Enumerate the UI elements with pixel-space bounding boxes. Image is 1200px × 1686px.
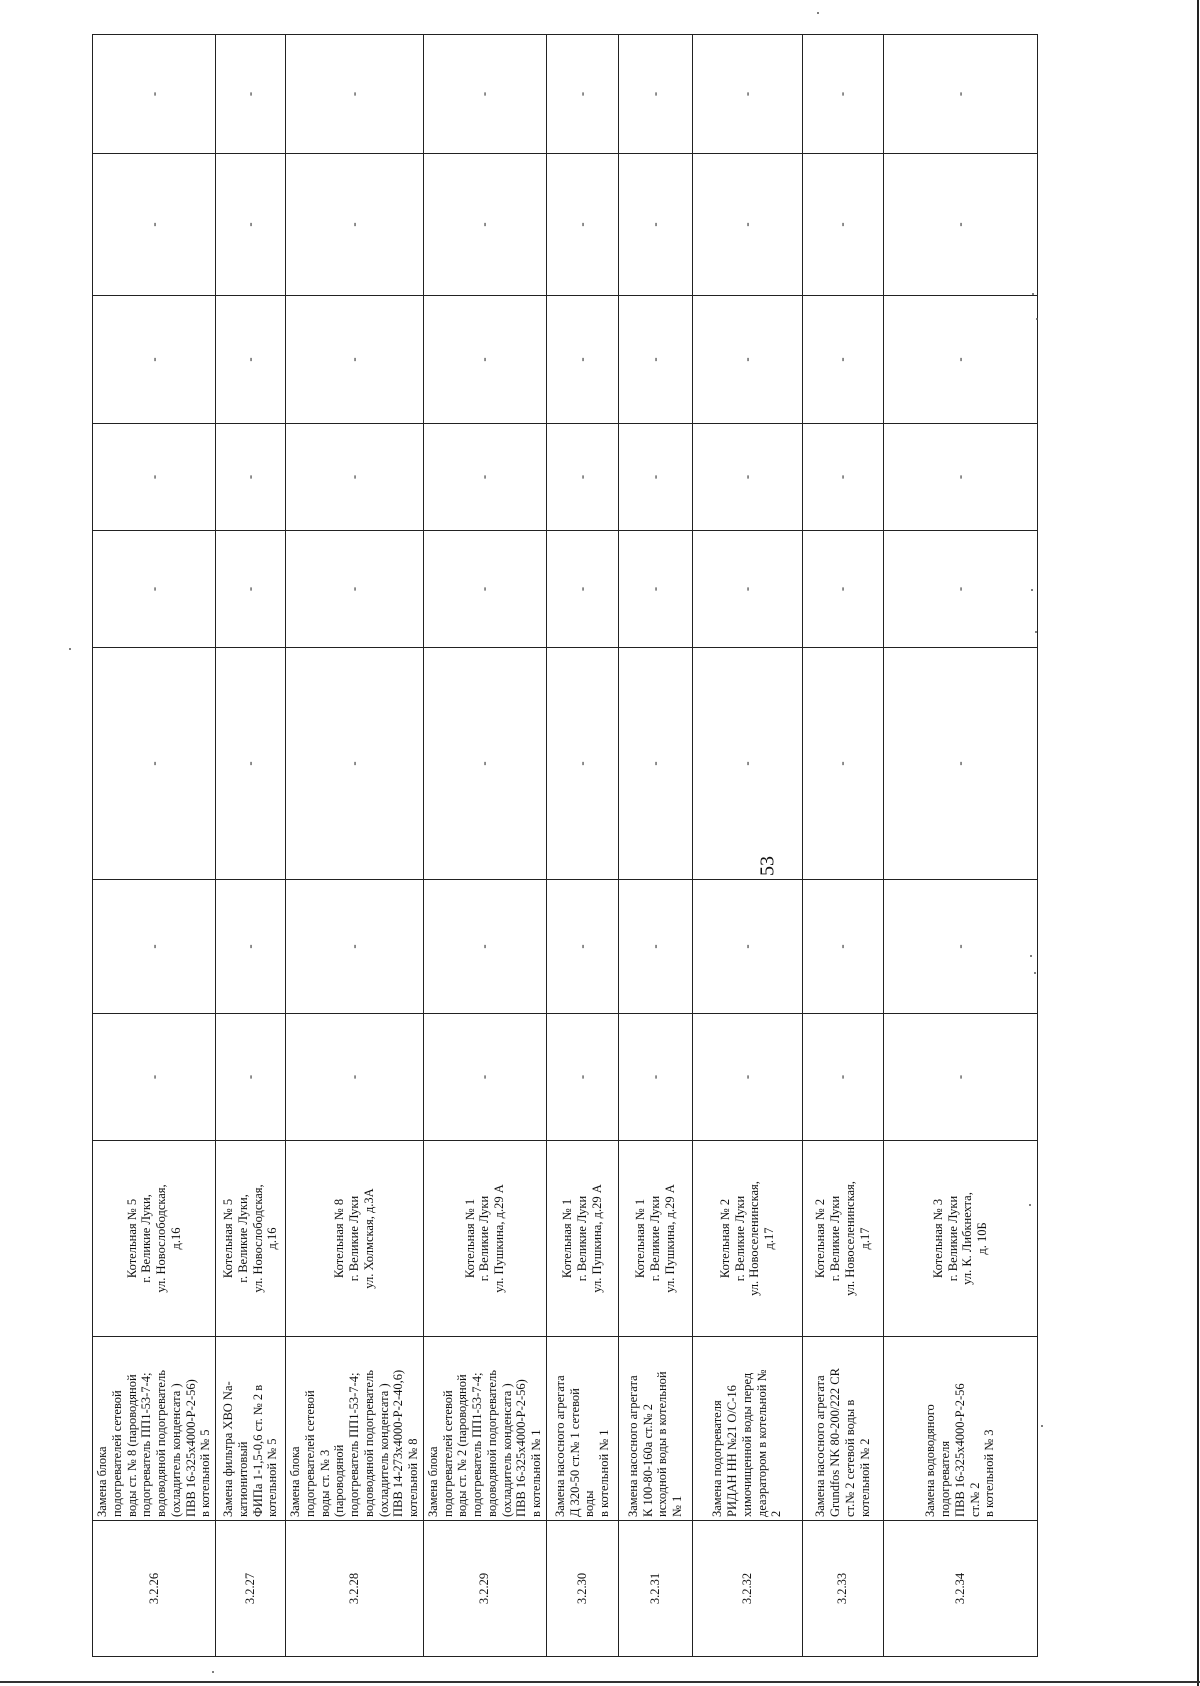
description-line: водоводяной подогреватель [484, 1370, 499, 1517]
empty-value-cell: - [93, 1014, 216, 1141]
description-line: ФИПа 1-1,5-0,6 ст. № 2 в [250, 1384, 265, 1517]
empty-value-cell: - [423, 424, 546, 531]
empty-value-cell: - [883, 154, 1037, 296]
empty-value-cell: - [546, 154, 618, 296]
location-line: д. 10Б [975, 1222, 989, 1255]
work-description-cell [216, 1337, 286, 1521]
empty-value-cell: - [286, 35, 424, 154]
empty-value-cell: - [93, 424, 216, 531]
description-line: подогреватель ПП1-53-7-4; [470, 1372, 484, 1517]
description-line: Замена блока [95, 1446, 109, 1517]
table-row [692, 35, 802, 1657]
table-row [216, 35, 286, 1657]
rotated-table-wrapper [92, 35, 1029, 1657]
location-line: Котельная № 1 [462, 1198, 477, 1279]
table-row [93, 35, 216, 1657]
empty-value-cell: - [286, 424, 424, 531]
description-line: Замена насосного агрегата [813, 1375, 828, 1517]
location-line: д.16 [168, 1227, 183, 1250]
empty-value-cell: - [802, 35, 883, 154]
location-line: Котельная № 5 [221, 1198, 235, 1279]
location-line: д.16 [265, 1227, 280, 1250]
empty-value-cell: - [546, 296, 618, 424]
empty-value-cell: - [423, 648, 546, 880]
location-line: ул. Новоселенинская, [842, 1181, 857, 1296]
description-line: К 100-80-160а ст.№ 2 [640, 1404, 655, 1517]
empty-value-cell: - [618, 424, 692, 531]
table-row [883, 35, 1037, 1657]
empty-value-cell: - [286, 648, 424, 880]
scan-speck [1036, 318, 1038, 320]
empty-value-cell: - [883, 1014, 1037, 1141]
empty-value-cell: - [883, 424, 1037, 531]
work-description-cell [883, 1337, 1037, 1521]
location-line: г. Великие Луки [945, 1195, 960, 1282]
table-row [618, 35, 692, 1657]
description-line: деаэратором в котельной № [754, 1369, 769, 1517]
description-line: Grundfos NK 80-200/222 CR [828, 1368, 842, 1517]
empty-value-cell: - [692, 424, 802, 531]
description-line: Д 320-50 ст.№ 1 сетевой [567, 1388, 582, 1517]
empty-value-cell: - [546, 531, 618, 648]
empty-value-cell: - [618, 648, 692, 880]
empty-value-cell: - [93, 880, 216, 1014]
table-row [286, 35, 424, 1657]
location-line: г. Великие Луки [732, 1195, 747, 1282]
empty-value-cell: - [423, 296, 546, 424]
empty-value-cell: - [286, 880, 424, 1014]
empty-value-cell: - [546, 648, 618, 880]
location-cell [802, 1141, 883, 1337]
location-line: ул. Новоселенинская, [747, 1181, 762, 1296]
location-line: ул. Пушкина, д.29 А [492, 1184, 507, 1293]
scan-speck [69, 648, 71, 650]
location-line: Котельная № 1 [633, 1198, 648, 1279]
work-description-cell [423, 1337, 546, 1521]
description-line: воды ст. № 8 (пароводяной [124, 1374, 139, 1517]
description-line: ст.№ 2 сетевой воды в [842, 1399, 857, 1517]
empty-value-cell: - [286, 296, 424, 424]
scan-speck [1029, 1204, 1031, 1206]
empty-value-cell: - [802, 648, 883, 880]
location-line: г. Великие Луки [347, 1195, 361, 1282]
empty-value-cell: - [93, 154, 216, 296]
scan-speck [1034, 972, 1036, 974]
empty-value-cell: - [93, 35, 216, 154]
location-cell [618, 1141, 692, 1337]
location-line: г. Великие Луки, [139, 1194, 154, 1283]
empty-value-cell: - [692, 1014, 802, 1141]
empty-value-cell: - [423, 154, 546, 296]
empty-value-cell: - [618, 296, 692, 424]
empty-value-cell: - [692, 880, 802, 1014]
scan-speck [1041, 1425, 1043, 1427]
empty-value-cell: - [546, 880, 618, 1014]
table-row [802, 35, 883, 1657]
work-description-cell [546, 1337, 618, 1521]
empty-value-cell: - [802, 1014, 883, 1141]
empty-value-cell: - [423, 880, 546, 1014]
description-line: котельной № 2 [857, 1438, 872, 1517]
location-line: г. Великие Луки, [235, 1194, 250, 1283]
empty-value-cell: - [618, 35, 692, 154]
location-cell [216, 1141, 286, 1337]
empty-value-cell: - [216, 531, 286, 648]
description-line: ст.№ 2 [967, 1482, 982, 1517]
description-line: подогреватель ПП1-53-7-4; [347, 1372, 361, 1517]
location-line: г. Великие Луки [574, 1195, 589, 1282]
location-line: Котельная № 5 [124, 1198, 139, 1279]
empty-value-cell: - [883, 531, 1037, 648]
description-line: катионитовый [235, 1441, 250, 1517]
description-line: котельной № 8 [406, 1438, 420, 1517]
row-number-cell: 3.2.27 [216, 1521, 286, 1657]
empty-value-cell: - [802, 531, 883, 648]
description-line: Замена подогревателя [710, 1400, 725, 1517]
empty-value-cell: - [546, 1014, 618, 1141]
empty-value-cell: - [216, 154, 286, 296]
empty-value-cell: - [692, 35, 802, 154]
empty-value-cell: - [883, 880, 1037, 1014]
empty-value-cell: - [883, 35, 1037, 154]
location-line: ул. Холмская, д.3А [361, 1188, 376, 1289]
empty-value-cell: - [546, 424, 618, 531]
empty-value-cell: - [883, 648, 1037, 880]
description-line: Замена блока [425, 1446, 440, 1517]
location-line: г. Великие Луки [477, 1195, 492, 1282]
scan-speck [1032, 293, 1034, 295]
work-description-cell [692, 1337, 802, 1521]
description-line: в котельной № 1 [597, 1429, 611, 1517]
empty-value-cell: - [883, 296, 1037, 424]
empty-value-cell: - [286, 154, 424, 296]
work-description-cell [93, 1337, 216, 1521]
description-line: подогреватель ПП1-53-7-4; [139, 1372, 154, 1517]
location-line: д.17 [857, 1227, 872, 1250]
location-cell [93, 1141, 216, 1337]
description-line: котельной № 5 [265, 1438, 280, 1517]
location-line: ул. Новослободская, [154, 1184, 168, 1293]
page-edge-bottom [0, 1681, 1200, 1683]
scan-speck [1030, 955, 1032, 957]
table-row [546, 35, 618, 1657]
location-line: ул. Новослободская, [250, 1184, 265, 1293]
description-line: в котельной № 3 [982, 1429, 997, 1517]
description-line: (охладитель конденсата ) [168, 1383, 183, 1517]
scan-speck [212, 1671, 214, 1673]
description-line: Замена блока [288, 1446, 302, 1517]
works-table [92, 34, 1038, 1657]
empty-value-cell: - [692, 648, 802, 880]
table-body [93, 35, 1038, 1657]
empty-value-cell: - [423, 531, 546, 648]
row-number-cell: 3.2.33 [802, 1521, 883, 1657]
description-line: водоводяной подогреватель [361, 1370, 376, 1517]
empty-value-cell: - [216, 35, 286, 154]
empty-value-cell: - [692, 531, 802, 648]
empty-value-cell: - [216, 1014, 286, 1141]
description-line: (пароводяной [332, 1444, 347, 1517]
empty-value-cell: - [93, 648, 216, 880]
empty-value-cell: - [618, 1014, 692, 1141]
location-cell [286, 1141, 424, 1337]
empty-value-cell: - [618, 154, 692, 296]
description-line: (охладитель конденсата ) [499, 1383, 514, 1517]
description-line: подогревателя [938, 1440, 953, 1517]
description-line: ПВВ 16-325х4000-Р-2-56 [952, 1383, 967, 1517]
location-line: Котельная № 2 [813, 1198, 828, 1279]
description-line: воды [582, 1490, 597, 1517]
scan-speck [1035, 631, 1037, 633]
description-line: подогревателей сетевой [109, 1390, 124, 1517]
location-cell [423, 1141, 546, 1337]
empty-value-cell: - [618, 531, 692, 648]
empty-value-cell: - [618, 880, 692, 1014]
description-line: исходной воды в котельной [655, 1371, 670, 1517]
description-line: (охладитель конденсата ) [376, 1383, 391, 1517]
description-line: № 1 [670, 1495, 684, 1517]
empty-value-cell: - [802, 424, 883, 531]
description-line: в котельной № 5 [198, 1429, 213, 1517]
row-number-cell: 3.2.28 [286, 1521, 424, 1657]
empty-value-cell: - [93, 531, 216, 648]
location-cell [692, 1141, 802, 1337]
location-line: ул. Пушкина, д.29 А [662, 1184, 677, 1293]
empty-value-cell: - [216, 648, 286, 880]
location-line: ул. Пушкина, д.29 А [589, 1184, 604, 1293]
scan-speck [817, 12, 819, 14]
scan-speck [1031, 589, 1033, 591]
empty-value-cell: - [286, 1014, 424, 1141]
page-number: 53 [756, 856, 779, 876]
description-line: Замена насосного агрегата [552, 1375, 567, 1517]
description-line: Замена насосного агрегата [625, 1375, 640, 1517]
work-description-cell [618, 1337, 692, 1521]
empty-value-cell: - [423, 1014, 546, 1141]
work-description-cell [802, 1337, 883, 1521]
description-line: в котельной № 1 [529, 1429, 543, 1517]
empty-value-cell: - [423, 35, 546, 154]
empty-value-cell: - [802, 154, 883, 296]
row-number-cell: 3.2.29 [423, 1521, 546, 1657]
empty-value-cell: - [692, 154, 802, 296]
location-cell [546, 1141, 618, 1337]
description-line: водоводяной подогреватель [154, 1370, 168, 1517]
description-line: подогревателей сетевой [440, 1390, 455, 1517]
description-line: РИДАН НН №21 О/С-16 [725, 1385, 740, 1517]
empty-value-cell: - [216, 296, 286, 424]
empty-value-cell: - [802, 880, 883, 1014]
empty-value-cell: - [802, 296, 883, 424]
location-line: г. Великие Луки [647, 1195, 662, 1282]
description-line: воды ст. № 3 [317, 1449, 332, 1517]
row-number-cell: 3.2.31 [618, 1521, 692, 1657]
description-line: химочищенной воды перед [739, 1372, 754, 1517]
description-line: 2 [769, 1510, 784, 1517]
location-line: ул. К. Либкнехта, [960, 1192, 975, 1285]
description-line: Замена фильтра ХВО Na- [221, 1381, 235, 1517]
description-line: ПВВ 16-325х4000-Р-2-56) [514, 1379, 529, 1517]
row-number-cell: 3.2.32 [692, 1521, 802, 1657]
page-edge-right [1197, 0, 1199, 1686]
location-line: Котельная № 3 [930, 1198, 945, 1279]
description-line: Замена водоводяного [923, 1404, 938, 1517]
description-line: подогревателей сетевой [302, 1390, 317, 1517]
empty-value-cell: - [286, 531, 424, 648]
empty-value-cell: - [216, 880, 286, 1014]
empty-value-cell: - [93, 296, 216, 424]
work-description-cell [286, 1337, 424, 1521]
empty-value-cell: - [546, 35, 618, 154]
location-line: Котельная № 1 [560, 1198, 575, 1279]
table-row [423, 35, 546, 1657]
location-line: Котельная № 2 [717, 1198, 732, 1279]
location-line: г. Великие Луки [828, 1195, 842, 1282]
location-cell [883, 1141, 1037, 1337]
description-line: воды ст. № 2 (пароводяной [455, 1374, 470, 1517]
empty-value-cell: - [216, 424, 286, 531]
row-number-cell: 3.2.30 [546, 1521, 618, 1657]
row-number-cell: 3.2.26 [93, 1521, 216, 1657]
description-line: ПВВ 16-325х4000-Р-2-56) [183, 1379, 198, 1517]
location-line: Котельная № 8 [332, 1198, 347, 1279]
row-number-cell: 3.2.34 [883, 1521, 1037, 1657]
empty-value-cell: - [692, 296, 802, 424]
location-line: д.17 [762, 1227, 776, 1250]
description-line: ПВВ 14-273х4000-Р-2-40,6) [391, 1369, 406, 1517]
